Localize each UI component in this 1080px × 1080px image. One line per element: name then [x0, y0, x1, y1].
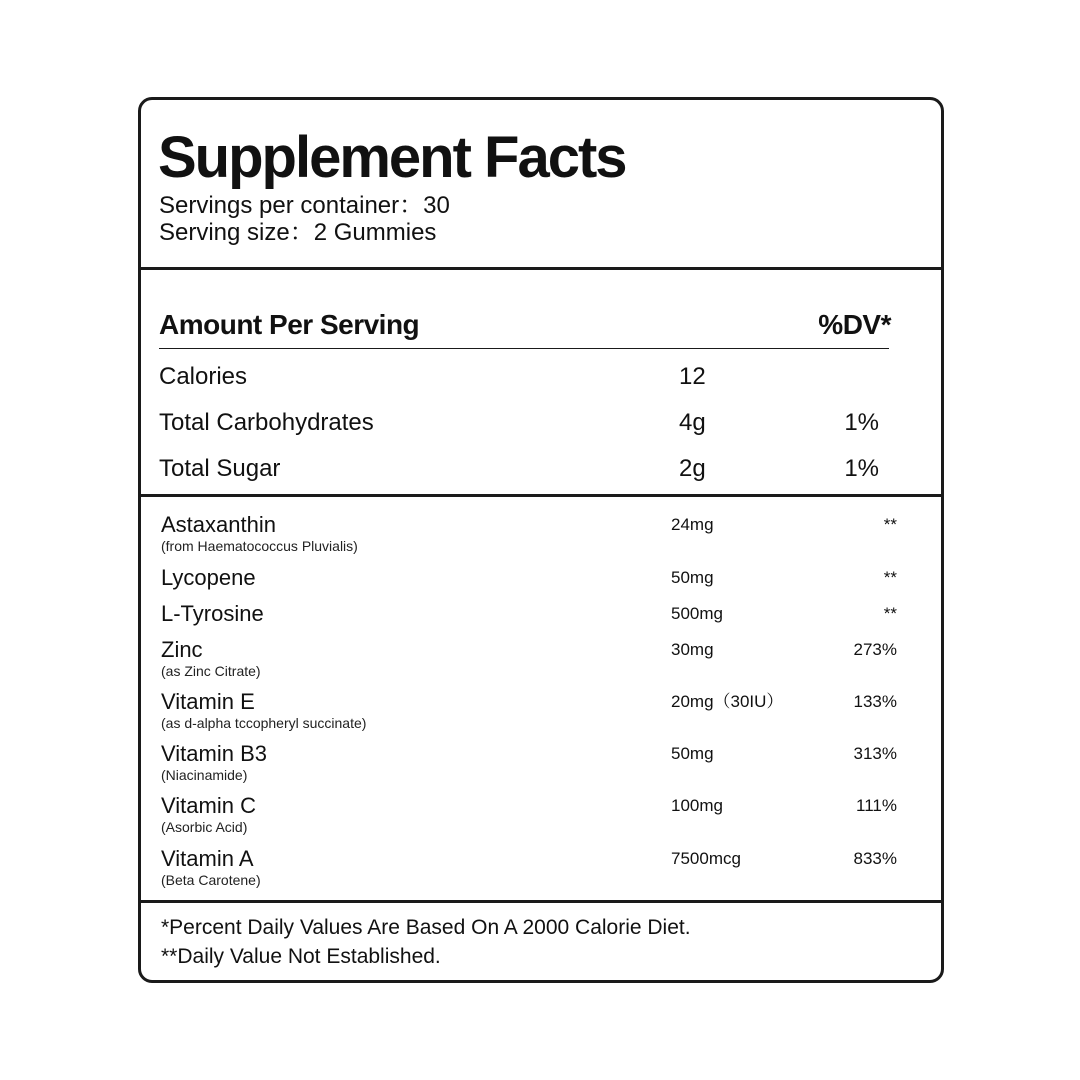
nutrient-name: Vitamin C [161, 793, 256, 818]
nutrient-name: Vitamin B3 [161, 741, 267, 766]
nutrient-name: Zinc [161, 637, 203, 662]
nutrient-amount: 100mg [671, 796, 723, 815]
nutrient-name: Vitamin E [161, 689, 255, 714]
macro-name: Total Sugar [159, 455, 281, 482]
nutrient-amount: 50mg [671, 568, 714, 587]
nutrient-dv: 133% [853, 692, 897, 711]
footnote-dv: *Percent Daily Values Are Based On A 2000 Calorie Diet. [161, 916, 691, 939]
nutrient-dv: ** [883, 568, 897, 587]
nutrient-source: (as Zinc Citrate) [161, 663, 261, 679]
amount-per-serving-header: Amount Per Serving [159, 309, 420, 340]
nutrient-dv: 833% [853, 849, 897, 868]
nutrient-dv: ** [883, 515, 897, 534]
nutrient-row [141, 846, 941, 898]
nutrient-row [141, 741, 941, 793]
label-title: Supplement Facts [158, 125, 626, 190]
dv-header: %DV* [818, 309, 891, 340]
nutrient-amount: 50mg [671, 744, 714, 763]
macro-amount: 2g [679, 455, 706, 482]
macro-row [141, 362, 941, 402]
nutrient-source: (from Haematococcus Pluvialis) [161, 538, 358, 554]
macro-row [141, 454, 941, 494]
nutrient-source: (Niacinamide) [161, 767, 248, 783]
macro-amount: 4g [679, 409, 706, 436]
nutrient-row [141, 689, 941, 741]
nutrient-source: (Asorbic Acid) [161, 819, 248, 835]
nutrient-amount: 20mg（30IU） [671, 692, 784, 711]
macro-dv: 1% [844, 409, 879, 436]
nutrient-name: Lycopene [161, 565, 256, 590]
nutrient-name: L-Tyrosine [161, 601, 264, 626]
nutrient-amount: 30mg [671, 640, 714, 659]
macro-name: Total Carbohydrates [159, 409, 374, 436]
nutrient-amount: 24mg [671, 515, 714, 534]
nutrient-source: (Beta Carotene) [161, 872, 261, 888]
footnote-not-established: **Daily Value Not Established. [161, 945, 441, 968]
nutrient-dv: 273% [853, 640, 897, 659]
nutrient-row [141, 512, 941, 564]
macro-amount: 12 [679, 363, 706, 390]
nutrient-dv: ** [883, 604, 897, 623]
divider-top [141, 267, 941, 270]
divider-middle [141, 494, 941, 497]
nutrient-dv: 111% [856, 796, 897, 815]
nutrient-name: Astaxanthin [161, 512, 276, 537]
macro-row [141, 408, 941, 448]
nutrient-source: (as d-alpha tccopheryl succinate) [161, 715, 367, 731]
macro-dv: 1% [844, 455, 879, 482]
divider-bottom [141, 900, 941, 903]
nutrient-name: Vitamin A [161, 846, 254, 871]
serving-size: Serving size：2 Gummies [159, 219, 437, 246]
supplement-facts-panel [138, 97, 944, 983]
nutrient-row [141, 793, 941, 845]
header-rule [159, 348, 889, 349]
macro-name: Calories [159, 363, 248, 390]
nutrient-row [141, 637, 941, 689]
nutrient-amount: 500mg [671, 604, 723, 623]
nutrient-dv: 313% [853, 744, 897, 763]
servings-per-container: Servings per container：30 [159, 192, 450, 219]
nutrient-amount: 7500mcg [671, 849, 741, 868]
